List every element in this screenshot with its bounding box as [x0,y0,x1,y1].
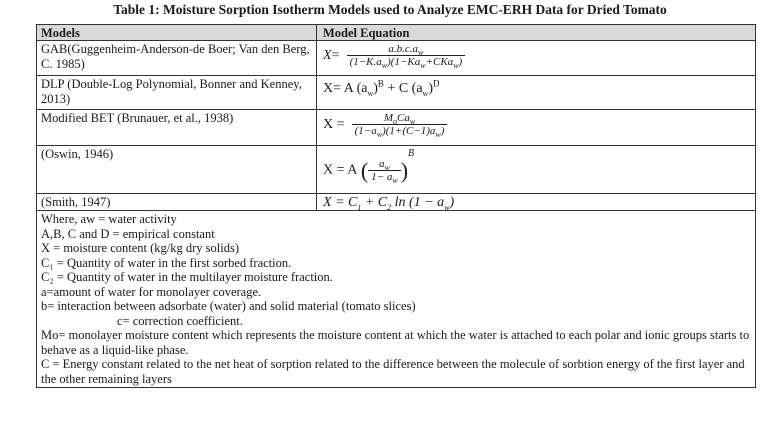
header-models: Models [37,25,317,40]
table-row-gab [37,41,755,76]
note-aw: Where, aw = water activity [41,212,177,226]
table-notes [37,211,755,387]
note-mo: Mo= monolayer moisture content which represents the moisture content at which the water is attached to each polar and ionic groups starts to behave as a liquid-like phase. [41,328,750,357]
equation-oswin: X = A ( $\frac{a_w}{1- a_w}$ )$^B$ [323,148,415,185]
header-equation: Model Equation [323,26,410,40]
equation-smith: $X = C_1 + C_2$ $\ln (1 - a_w)$ [323,195,455,212]
equation-bet [317,110,755,145]
note-a: a=amount of water for monolayer coverage. [41,284,262,299]
note-b: b= interaction between adsorbate (water) and solid material (tomato slices) [41,299,416,313]
oswin-fraction: $\frac{a_w}{1- a_w}$ [368,159,401,183]
table-row-bet [37,110,755,146]
sorption-table [36,24,756,388]
note-x: X = moisture content (kg/kg dry solids) [41,241,239,255]
equation-gab [317,41,755,75]
note-energy-constant: C = Energy constant related to the net heat of sorption related to the difference between the molecule of sorbtion energy of the first layer and the other remaining layers [41,357,745,386]
note-c: c= correction coefficient. [117,313,243,328]
model-name-smith: (Smith, 1947) [37,194,317,210]
model-name-bet: Modified BET (Brunauer, et al., 1938) [37,110,317,145]
bet-lhs: X = [323,116,345,132]
model-name-gab: GAB(Guggenheim-Anderson-de Boer; Van den Berg, C. 1985) [37,41,317,75]
table-row-oswin [37,146,755,194]
table-header-row [37,25,755,41]
gab-lhs: X= [323,47,340,63]
gab-fraction: $\frac{a.b.c.a_w}{(1-K.a_w)(1-Ka_w+CKa_w)}$ [347,44,466,68]
bet-fraction: $\frac{M_oCa_w}{(1-a_w)(1+(C-1)a_w)}$ [352,113,448,137]
table-row-dlp [37,76,755,110]
note-constants: A,B, C and D = empirical constant [41,226,215,241]
table-caption: Table 1: Moisture Sorption Isotherm Models used to Analyze EMC-ERH Data for Dried Tomato [113,2,667,17]
model-name-dlp: DLP (Double-Log Polynomial, Bonner and Kenney, 2013) [37,76,317,109]
table-row-smith [37,194,755,211]
note-c1: C₁ = Quantity of water in the first sorbed fraction. [41,255,292,270]
equation-dlp: X= A $(a_w)^B + C$ $(a_w)^D$ [323,78,440,98]
model-name-oswin: (Oswin, 1946) [37,146,317,193]
note-c2: C₂ = Quantity of water in the multilayer moisture fraction. [41,270,333,284]
